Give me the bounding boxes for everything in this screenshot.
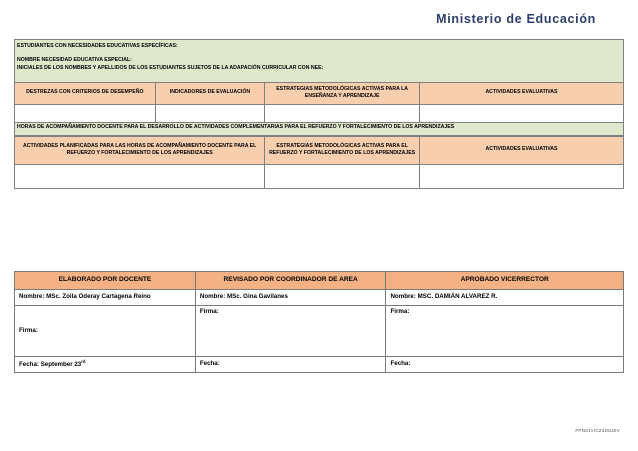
signature-name-coordinador[interactable]: Nombre: MSc. Gina Gavilanes — [195, 290, 386, 306]
signature-header-docente: ELABORADO POR DOCENTE — [15, 272, 196, 290]
signature-table-wrapper — [14, 271, 624, 373]
nee-cell-actividades-evaluativas[interactable] — [419, 104, 623, 122]
nee-intro-row — [15, 40, 624, 83]
signature-header-vicerrector: APROBADO VICERRECTOR — [386, 272, 624, 290]
signature-name-vicerrector[interactable]: Nombre: MSC. DAMIÁN ALVAREZ R. — [386, 290, 624, 306]
acompanamiento-cell-planificadas[interactable] — [15, 164, 265, 188]
nee-cell-indicadores[interactable] — [155, 104, 265, 122]
nee-planning-table — [14, 39, 624, 136]
signature-fecha-docente[interactable] — [15, 357, 196, 373]
nee-intro-line-1: ESTUDIANTES CON NECESIDADES EDUCATIVAS ESPECÍFICAS: — [17, 43, 178, 49]
signature-name-row — [15, 290, 624, 306]
signature-table — [14, 271, 624, 373]
acompanamiento-cell-estrategias[interactable] — [265, 164, 420, 188]
acompanamiento-cell-evaluativas[interactable] — [419, 164, 623, 188]
ministry-title: Ministerio de Educación — [436, 12, 596, 26]
acompanamiento-band-cell: HORAS DE ACOMPAÑAMIENTO DOCENTE PARA EL DESARROLLO DE ACTIVIDADES COMPLEMENTARIAS PARA EL REFUERZO Y FORTALECIMIENTO DE LOS APRENDIZAJES — [15, 122, 624, 135]
acompanamiento-band-row — [15, 122, 624, 135]
nee-intro-line-2: NOMBRE NECESIDAD EDUCATIVA ESPECIAL: — [17, 56, 132, 63]
nee-cell-estrategias[interactable] — [265, 104, 420, 122]
nee-header-row-1 — [15, 82, 624, 104]
acompanamiento-header-row — [15, 136, 624, 164]
signature-firma-vicerrector[interactable]: Firma: — [386, 306, 624, 357]
nee-cell-destrezas[interactable] — [15, 104, 156, 122]
signature-header-row — [15, 272, 624, 290]
signature-fecha-docente-text: Fecha: September 23 — [19, 361, 82, 369]
acompanamiento-data-row — [15, 164, 624, 188]
column-header-actividades-evaluativas: ACTIVIDADES EVALUATIVAS — [419, 82, 623, 104]
signature-fecha-vicerrector[interactable]: Fecha: — [386, 357, 624, 373]
nee-planning-table-wrapper — [14, 39, 624, 189]
column-header-estrategias-refuerzo: ESTRATEGIAS METODOLÓGICAS ACTIVAS PARA EL REFUERZO Y FORTALECIMIENTO DE LOS APRENDIZAJES — [265, 136, 420, 164]
signature-firma-row — [15, 306, 624, 357]
acompanamiento-table — [14, 136, 624, 189]
column-header-actividades-planificadas: ACTIVIDADES PLANIFICADAS PARA LAS HORAS DE ACOMPAÑAMIENTO DOCENTE PARA EL REFUERZO Y FORTALECIMIENTO DE LOS APRENDIZAJES — [15, 136, 265, 164]
nee-data-row-1 — [15, 104, 624, 122]
signature-firma-coordinador[interactable]: Firma: — [195, 306, 386, 357]
signature-fecha-row — [15, 357, 624, 373]
column-header-indicadores: INDICADORES DE EVALUACIÓN — [155, 82, 265, 104]
nee-intro-line-3: INICIALES DE LOS NOMBRES Y APELLIDOS DE LOS ESTUDIANTES SUJETOS DE LA ADAPACIÓN CURRICULAR CON NEE: — [17, 64, 324, 71]
footer-document-code: FPN01VIC2425UEV — [575, 428, 620, 433]
column-header-actividades-evaluativas-refuerzo: ACTIVIDADES EVALUATIVAS — [419, 136, 623, 164]
signature-firma-docente[interactable]: Firma: — [15, 306, 196, 357]
signature-header-coordinador: REVISADO POR COORDINADOR DE AREA — [195, 272, 386, 290]
column-header-estrategias: ESTRATEGIAS METODOLÓGICAS ACTIVAS PARA LA ENSEÑANZA Y APRENDIZAJE — [265, 82, 420, 104]
signature-fecha-coordinador[interactable]: Fecha: — [195, 357, 386, 373]
signature-name-docente[interactable]: Nombre: MSc. Zoila Oderay Cartagena Reino — [15, 290, 196, 306]
column-header-destrezas: DESTREZAS CON CRITERIOS DE DESEMPEÑO — [15, 82, 156, 104]
signature-fecha-ordinal-suffix: rd — [81, 359, 86, 365]
nee-intro-cell — [15, 40, 624, 83]
document-header — [0, 0, 638, 38]
